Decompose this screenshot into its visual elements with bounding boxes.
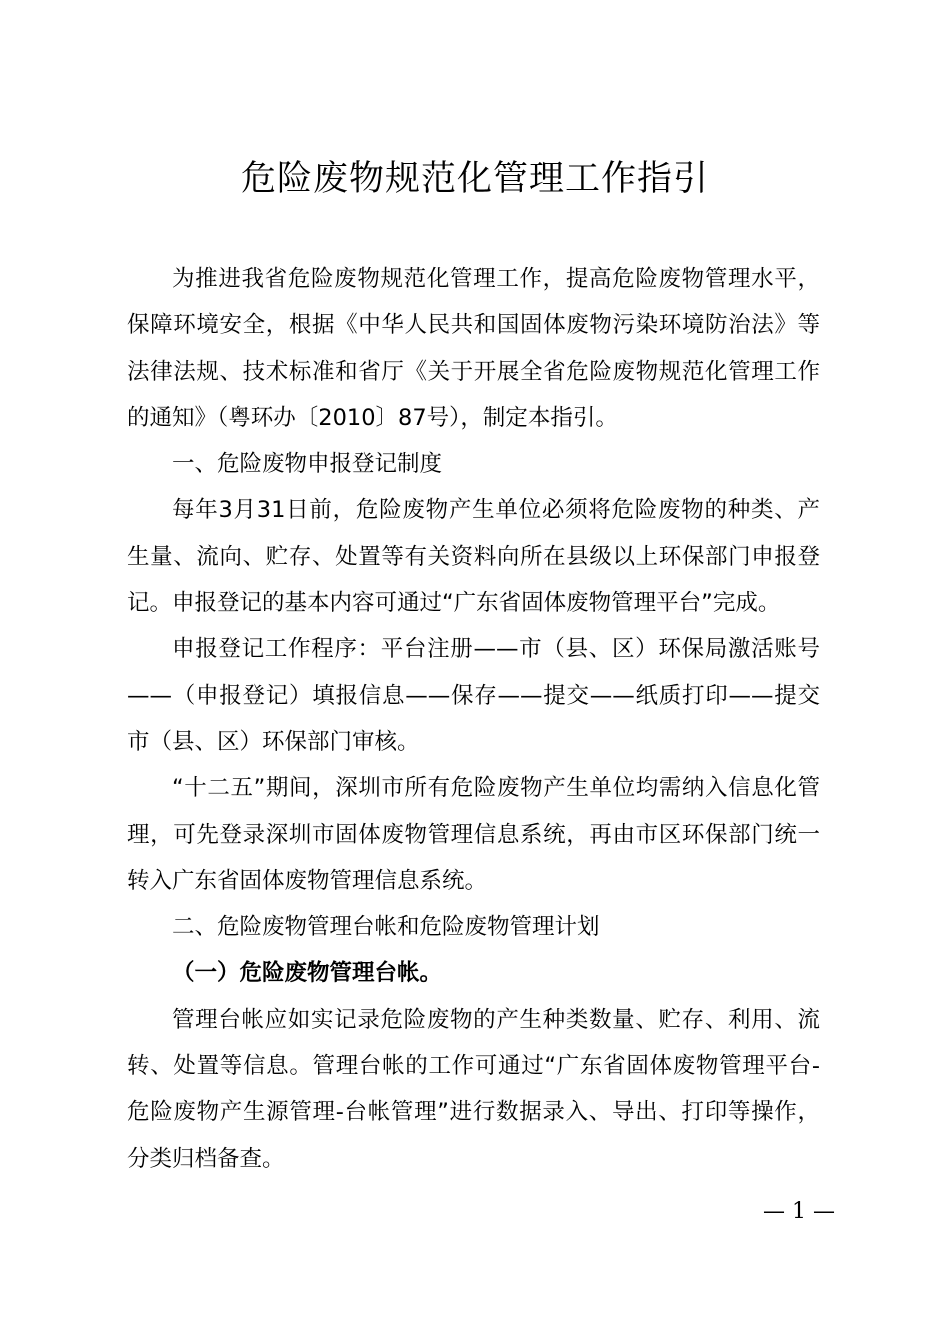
intro-paragraph: 为推进我省危险废物规范化管理工作，提高危险废物管理水平，保障环境安全，根据《中华人民共和国固体废物污染环境防治法》等法律法规、技术标准和省厅《关于开展全省危险废物规范化管理工作的通知》（粤环办〔2010〕87号），制定本指引。 — [127, 266, 820, 431]
page-number: — 1 — — [763, 1199, 835, 1224]
paragraph-declaration-procedure: 申报登记工作程序：平台注册——市（县、区）环保局激活账号——（申报登记）填报信息——保存——提交——纸质打印——提交市（县、区）环保部门审核。 — [127, 636, 820, 755]
document-title: 危险废物规范化管理工作指引 — [240, 159, 709, 199]
section-heading-2: 二、危险废物管理台帐和危险废物管理计划 — [172, 914, 600, 941]
paragraph-shenzhen-system: “十二五”期间，深圳市所有危险废物产生单位均需纳入信息化管理，可先登录深圳市固体废物管理信息系统，再由市区环保部门统一转入广东省固体废物管理信息系统。 — [127, 775, 820, 894]
document-body — [127, 256, 820, 1182]
paragraph-declaration-deadline: 每年3月31日前，危险废物产生单位必须将危险废物的种类、产生量、流向、贮存、处置等有关资料向所在县级以上环保部门申报登记。申报登记的基本内容可通过“广东省固体废物管理平台”完成。 — [127, 497, 820, 617]
paragraph-ledger: 管理台帐应如实记录危险废物的产生种类数量、贮存、利用、流转、处置等信息。管理台帐的工作可通过“广东省固体废物管理平台-危险废物产生源管理-台帐管理”进行数据录入、导出、打印等操作，分类归档备查。 — [127, 1006, 820, 1172]
section-heading-1: 一、危险废物申报登记制度 — [172, 451, 443, 478]
subsection-heading-1: （一）危险废物管理台帐。 — [172, 960, 443, 987]
